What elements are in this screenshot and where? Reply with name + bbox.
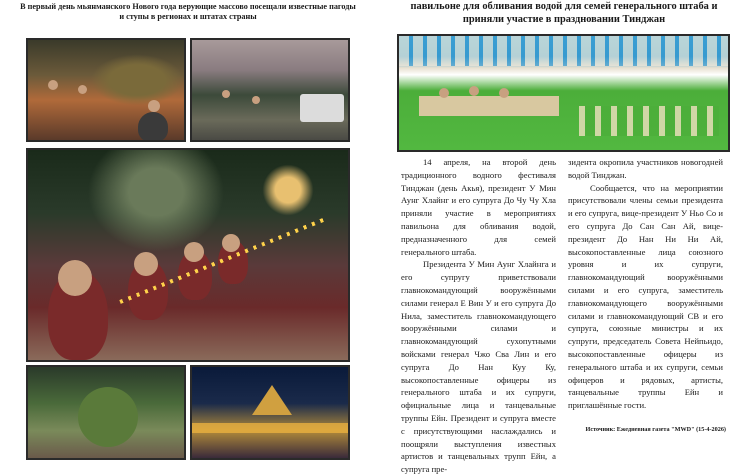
- paragraph: Президента У Мин Аунг Хлайнга и его супругу приветствовали главнокомандующий вооружёнными силами генерал Е Вин У и его супруга До Нила, заместитель главнокомандующего вооружёнными силами и главнокомандующий сухопутными войсками генерал Чжо Сва Лин и его супруга До Нан Куу Ку, высокопоставленные офицеры из генерального штаба и их супруги, официальные лица и танцевальные труппы Ейн. Президент и супруга вместе с присутствующими наслаждались и поощряли выступления известных артистов и танцевальных трупп Ейн, а супруга пре-: [401, 259, 556, 475]
- photo-pagoda-worshippers: [26, 38, 186, 142]
- paragraph: Сообщается, что на мероприятии присутствовали члены семьи президента и его супруга, вице-президент У Ньо Со и его супруга До Сан Сан Ай, вице-президент До Нан Ни Ни Ай, высокопоставленные лица союзного уровня и их супруги, главнокомандующий вооружёнными силами и его супруга, заместитель главнокомандующего вооружёнными силами и главнокомандующий СВ и его супруга, союзные министры и их супруги, председатель Совета Нейпьидо, высокопоставленные офицеры из генерального штаба и их супруги, семьи офицеров и рядовых, артисты, танцевальные труппы Ейн и приглашённые гости.: [568, 182, 723, 411]
- photo-street-crowd: [190, 38, 350, 142]
- article-headline: павильоне для обливания водой для семей генерального штаба и приняли участие в праздновании Тинджан: [410, 1, 718, 25]
- photo-tree-shrine: [26, 365, 186, 460]
- photo-monks-candles: [26, 148, 350, 362]
- left-photo-caption: В первый день мьянманского Нового года верующие массово посещали известные пагоды и ступы в регионах и штатах страны: [20, 2, 356, 21]
- paragraph: зидента окропила участников новогодней водой Тинджан.: [568, 157, 723, 180]
- article-column-right: [568, 156, 723, 412]
- paragraph: 14 апреля, на второй день традиционного водного фестиваля Тинджан (день Акья), президент У Мин Аунг Хлайнг и его супруга До Чу Чу Хла приняли участие в мероприятиях павильона для обливания водой, предназначенного для семей генерального штаба.: [401, 157, 556, 257]
- photo-water-pavilion: [397, 34, 730, 152]
- photo-night-pagoda: [190, 365, 350, 460]
- source-credit: Источник: Ежедневная газета "MWD" (15-4-2026): [585, 426, 726, 433]
- article-column-left: [401, 156, 556, 476]
